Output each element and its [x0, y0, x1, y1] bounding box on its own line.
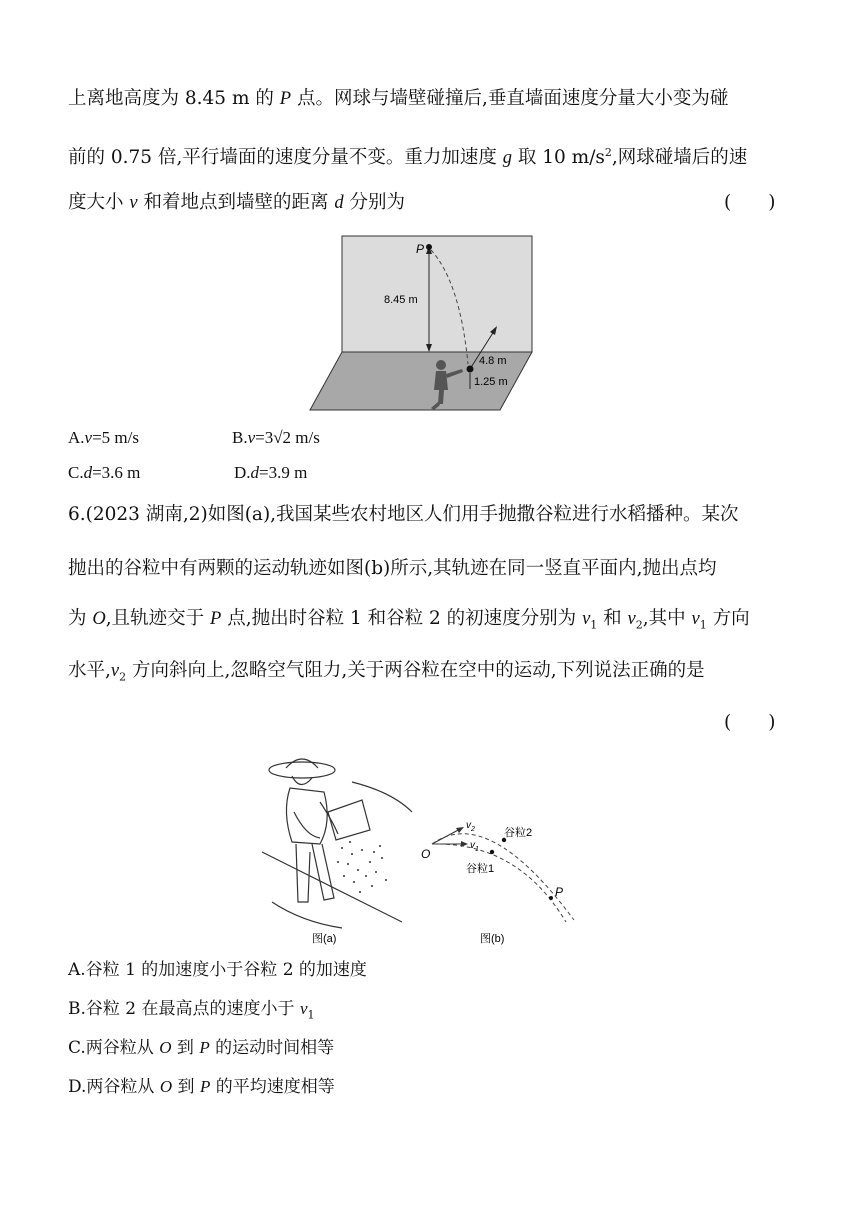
q5-line-2	[68, 140, 747, 171]
q6-line-1: 6.(2023 湖南,2)如图(a),我国某些农村地区人们用手抛撒谷粒进行水稻播种。某次	[68, 504, 739, 525]
text: ,网球碰墙后的速	[611, 147, 748, 169]
label-p: P	[416, 242, 425, 256]
var-p: P	[279, 89, 292, 109]
var-o: O	[159, 1077, 173, 1096]
text: 上离地高度为 8.45 m 的	[68, 88, 280, 109]
q5-line-1	[68, 86, 728, 112]
q5-answer-paren: ( )	[724, 192, 776, 213]
hat-crown	[286, 759, 318, 768]
var-d: d	[334, 193, 344, 213]
text: C.两谷粒从	[68, 1038, 160, 1058]
var-v2: v	[627, 609, 636, 629]
var-v2: v	[110, 661, 120, 681]
label-v1: $v_1$	[470, 840, 479, 853]
var: d	[83, 463, 93, 482]
body	[286, 788, 327, 844]
trajectory-1	[432, 844, 566, 922]
label-o: O	[421, 847, 431, 861]
q5-option-c[interactable]	[68, 461, 140, 485]
var-v: v	[129, 193, 138, 213]
q6-line-2: 抛出的谷粒中有两颗的运动轨迹如图(b)所示,其轨迹在同一竖直平面内,抛出点均	[68, 558, 717, 579]
q6-option-b[interactable]	[68, 997, 314, 1027]
text: 的平均速度相等	[210, 1077, 335, 1097]
text: 和着地点到墙壁的距离	[137, 192, 335, 213]
text: 的运动时间相等	[209, 1038, 335, 1058]
label-grain2: 谷粒2	[504, 827, 533, 839]
text: ,其中	[642, 608, 692, 629]
ball	[467, 366, 474, 373]
arm	[320, 802, 338, 834]
q6-line-3	[68, 606, 750, 639]
q5-option-d[interactable]	[234, 461, 307, 485]
var-p: P	[210, 609, 222, 629]
subscript: 1	[307, 1008, 315, 1022]
caption-b: 图(b)	[480, 933, 505, 945]
text: 分别为	[343, 192, 406, 213]
basket	[328, 800, 370, 840]
text: B.谷粒 2 在最高点的速度小于	[68, 999, 300, 1019]
var-v1: v	[691, 609, 700, 629]
leg-right	[312, 844, 334, 900]
text: =3.6 m	[92, 463, 141, 482]
q5-line-3	[68, 190, 405, 216]
text: 为	[68, 608, 93, 629]
var: d	[250, 463, 260, 482]
text: 水平,	[68, 660, 111, 681]
text: 到	[171, 1038, 200, 1058]
text: 和	[597, 608, 628, 629]
q6-option-d[interactable]	[68, 1075, 335, 1099]
field-curve	[262, 852, 402, 922]
text: ,且轨迹交于	[105, 608, 211, 629]
text: C.	[68, 463, 84, 482]
var: v	[247, 428, 256, 447]
label-dist: 4.8 m	[479, 355, 507, 367]
point-p-dot	[549, 896, 553, 900]
grain-1-dot	[490, 850, 494, 854]
text: 方向斜向上,忽略空气阻力,关于两谷粒在空中的运动,下列说法正确的是	[126, 660, 705, 681]
text: A.	[68, 428, 85, 447]
hat-brim	[269, 762, 335, 778]
scattered-grains	[337, 841, 387, 893]
text: D.两谷粒从	[68, 1077, 160, 1097]
q5-tennis-wall-figure	[300, 232, 540, 414]
text: 到	[172, 1077, 200, 1097]
q6-option-a[interactable]: A.谷粒 1 的加速度小于谷粒 2 的加速度	[68, 960, 367, 980]
var-g: g	[502, 148, 512, 169]
label-height: 8.45 m	[384, 294, 418, 306]
text: 度大小	[68, 192, 130, 213]
field-curve-2	[352, 782, 412, 812]
superscript: 2	[604, 146, 612, 159]
caption-a: 图(a)	[312, 933, 337, 945]
q6-figure-b-trajectories	[418, 808, 586, 948]
text: B.	[232, 428, 248, 447]
text: =3.9 m	[259, 463, 308, 482]
var-o: O	[92, 609, 106, 629]
subscript: 2	[119, 670, 127, 684]
text: D.	[234, 463, 251, 482]
subscript: 2	[635, 618, 643, 632]
q6-answer-paren: ( )	[724, 712, 776, 733]
q5-option-a[interactable]	[68, 426, 139, 450]
subscript: 1	[590, 618, 598, 632]
text: 方向	[706, 608, 750, 629]
subscript: 1	[699, 618, 707, 632]
field-curve-3	[272, 902, 342, 928]
text: 前的 0.75 倍,平行墙面的速度分量不变。重力加速度	[68, 147, 503, 169]
var-p: P	[199, 1077, 211, 1096]
var-p: P	[199, 1038, 210, 1057]
text: =3√2 m/s	[255, 428, 320, 447]
var: v	[84, 428, 93, 447]
q5-option-b[interactable]	[232, 426, 320, 450]
point-p	[426, 244, 432, 250]
text: 点,抛出时谷粒 1 和谷粒 2 的初速度分别为	[221, 608, 583, 629]
q6-option-c[interactable]	[68, 1036, 334, 1060]
var-v1: v	[299, 999, 308, 1018]
label-grain1: 谷粒1	[466, 863, 495, 875]
label-h2: 1.25 m	[474, 376, 508, 388]
arm-2	[294, 812, 320, 838]
wall	[342, 236, 532, 352]
v2-arrow-head	[456, 827, 464, 833]
q6-line-4	[68, 658, 705, 691]
trajectory-2	[432, 834, 574, 920]
text: 取 10 m/s	[511, 147, 605, 169]
var-v1: v	[582, 609, 591, 629]
label-v2: $v_2$	[466, 820, 475, 833]
label-p: P	[555, 885, 564, 899]
q6-figure-a-farmer	[262, 752, 422, 948]
text: =5 m/s	[92, 428, 139, 447]
var-o: O	[159, 1038, 172, 1057]
text: 点。网球与墙壁碰撞后,垂直墙面速度分量大小变为碰	[291, 88, 729, 109]
